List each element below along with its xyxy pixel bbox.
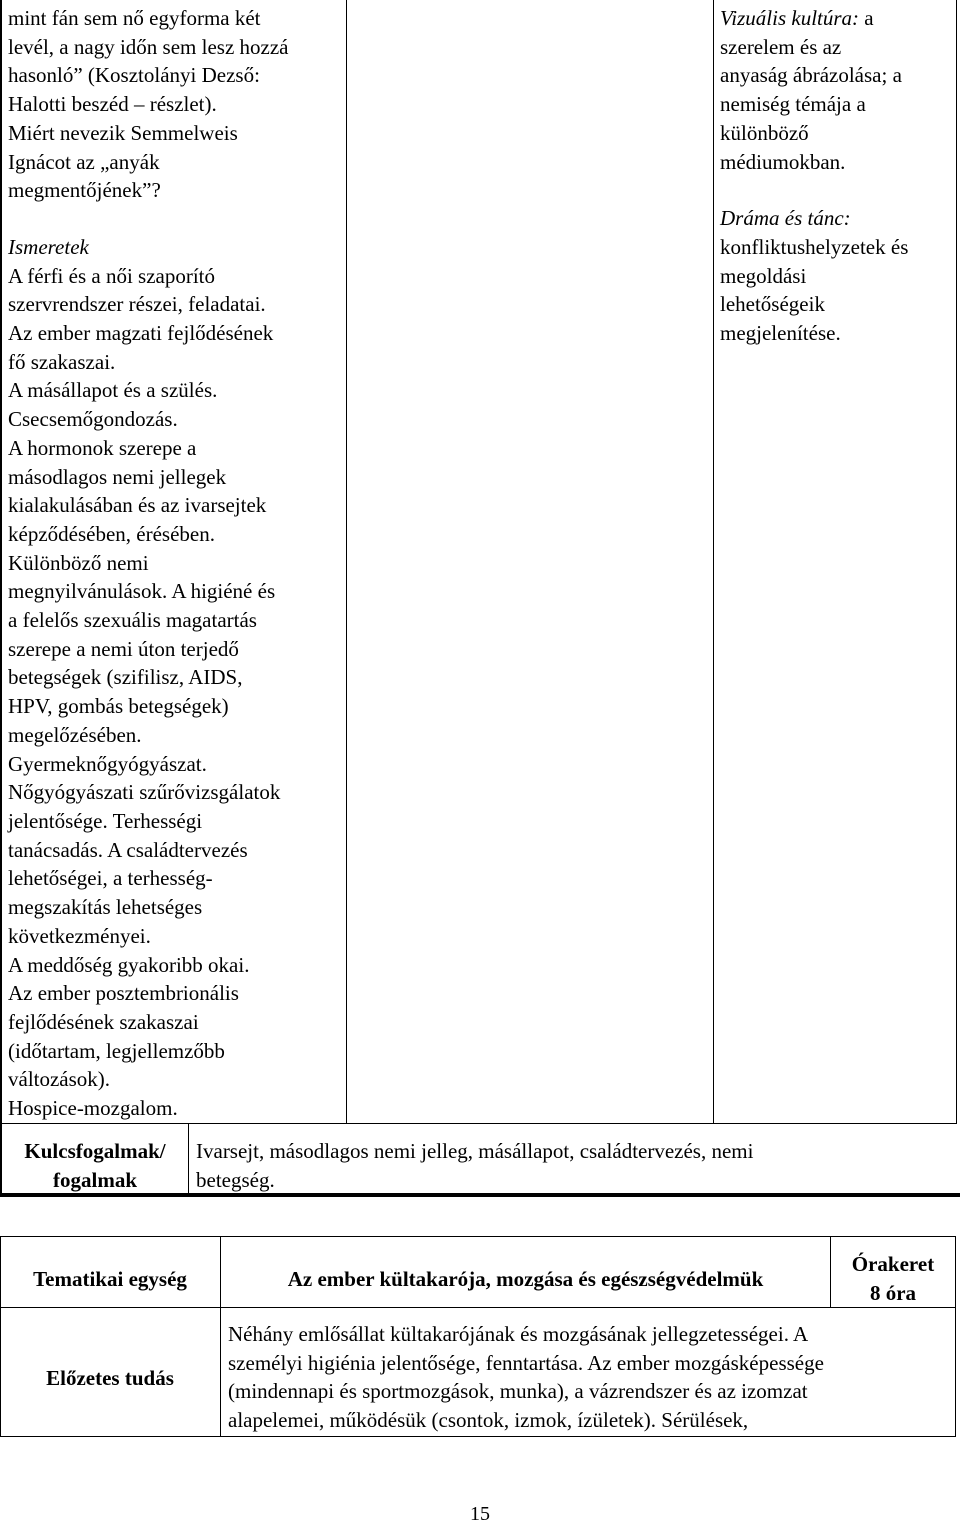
knowledge-line: következményei. (8, 923, 151, 948)
knowledge-line: másodlagos nemi jellegek (8, 464, 227, 489)
key-concepts-label (5, 1137, 185, 1194)
knowledge-line: HPV, gombás betegségek) (8, 694, 229, 719)
knowledge-line: Nőgyógyászati szűrővizsgálatok (8, 780, 281, 805)
knowledge-line: kialakulásában és az ivarsejtek (8, 493, 267, 518)
lower-table-border-right (955, 1236, 956, 1437)
activities-cell-empty (347, 0, 713, 1123)
prior-knowledge-line: Néhány emlősállat kültakarójának és mozgásának jellegzetességei. A (228, 1322, 809, 1346)
knowledge-line: megelőzésében. (8, 722, 142, 747)
visual-culture-line: különböző (720, 120, 809, 145)
hours-cell (831, 1250, 955, 1307)
prior-knowledge-label: Előzetes tudás (46, 1366, 174, 1390)
knowledge-line: képződésében, érésében. (8, 521, 215, 546)
knowledge-line: Csecsemőgondozás. (8, 407, 178, 432)
knowledge-line: megnyilvánulások. A higiéné és (8, 579, 276, 604)
page-number: 15 (470, 1503, 490, 1525)
upper-table-border-right (956, 0, 957, 1124)
lower-table-row-divider (0, 1307, 956, 1308)
key-concepts-label-line2: fogalmak (53, 1167, 137, 1192)
visual-culture-line-first (720, 4, 956, 33)
knowledge-line: Hospice-mozgalom. (8, 1096, 178, 1121)
knowledge-line: A férfi és a női szaporító (8, 263, 216, 288)
visual-culture-label: Vizuális kultúra: (720, 6, 860, 30)
key-concepts-value (196, 1137, 896, 1194)
prior-knowledge-line: személyi higiénia jelentősége, fenntartása. Az ember mozgásképessége (228, 1350, 824, 1375)
knowledge-line: változások). (8, 1067, 111, 1092)
key-concepts-value-line1: Ivarsejt, másodlagos nemi jelleg, másállapot, családtervezés, nemi (196, 1139, 754, 1163)
knowledge-line: A hormonok szerepe a (8, 435, 197, 460)
knowledge-line: szerepe a nemi úton terjedő (8, 636, 239, 661)
intro-line: levél, a nagy időn sem lesz hozzá (8, 34, 289, 59)
intro-line: Miért nevezik Semmelweis (8, 120, 238, 145)
key-concepts-divider (188, 1124, 189, 1197)
upper-table-row-divider (0, 1123, 957, 1124)
knowledge-line: tanácsadás. A családtervezés (8, 837, 248, 862)
knowledge-line: betegségek (szifilisz, AIDS, (8, 665, 243, 690)
intro-line: hasonló” (Kosztolányi Dezső: (8, 63, 260, 88)
knowledge-line: Az ember posztembrionális (8, 981, 239, 1006)
cross-curricular-cell (720, 4, 956, 348)
thematic-unit-title: Az ember kültakarója, mozgása és egészségvédelmük (287, 1267, 764, 1291)
knowledge-line: szervrendszer részei, feladatai. (8, 292, 266, 317)
prior-knowledge-line: alapelemei, működésük (csontok, izmok, ízületek). Sérülések, (228, 1408, 749, 1433)
knowledge-line: A másállapot és a szülés. (8, 378, 218, 403)
visual-culture-line: anyaság ábrázolása; a (720, 63, 902, 88)
lower-table-border-bottom (0, 1436, 956, 1437)
knowledge-line: lehetőségei, a terhesség- (8, 866, 213, 891)
key-concepts-value-line2: betegség. (196, 1167, 275, 1192)
knowledge-line: megszakítás lehetséges (8, 895, 203, 920)
knowledge-line: Különböző nemi (8, 550, 149, 575)
lower-table-border-top (0, 1236, 956, 1237)
intro-line: Ignácot az „anyák (8, 149, 160, 174)
drama-label: Dráma és tánc: (720, 206, 851, 231)
drama-line: megoldási (720, 263, 807, 288)
visual-culture-line: szerelem és az (720, 34, 842, 59)
upper-table-divider-2 (713, 0, 714, 1124)
knowledge-line: Az ember magzati fejlődésének (8, 321, 274, 346)
visual-culture-line-rest: a (859, 6, 874, 30)
knowledge-line: (időtartam, legjellemzőbb (8, 1038, 225, 1063)
knowledge-heading: Ismeretek (8, 234, 89, 259)
intro-line: mint fán sem nő egyforma két (8, 6, 261, 30)
intro-line: megmentőjének”? (8, 178, 161, 203)
upper-table-border-left (0, 0, 2, 1197)
drama-line: lehetőségeik (720, 292, 825, 317)
prior-knowledge-text (228, 1320, 952, 1435)
hours-label: Órakeret (851, 1252, 935, 1276)
knowledge-line: A meddőség gyakoribb okai. (8, 952, 250, 977)
knowledge-line: fejlődésének szakaszai (8, 1009, 199, 1034)
visual-culture-line: médiumokban. (720, 149, 846, 174)
drama-line: megjelenítése. (720, 321, 841, 346)
knowledge-line: fő szakaszai. (8, 349, 116, 374)
thematic-unit-label: Tematikai egység (33, 1267, 187, 1291)
knowledge-line: jelentősége. Terhességi (8, 808, 203, 833)
knowledge-line: Gyermeknőgyógyászat. (8, 751, 207, 776)
hours-value: 8 óra (869, 1280, 917, 1305)
learning-content-cell (8, 4, 346, 1123)
visual-culture-line: nemiség témája a (720, 92, 866, 117)
key-concepts-label-line1: Kulcsfogalmak/ (24, 1139, 166, 1163)
knowledge-line: a felelős szexuális magatartás (8, 608, 257, 633)
intro-line: Halotti beszéd – részlet). (8, 92, 217, 117)
prior-knowledge-line: (mindennapi és sportmozgások, munka), a vázrendszer és az izomzat (228, 1379, 808, 1404)
drama-line: konfliktushelyzetek és (720, 234, 909, 259)
